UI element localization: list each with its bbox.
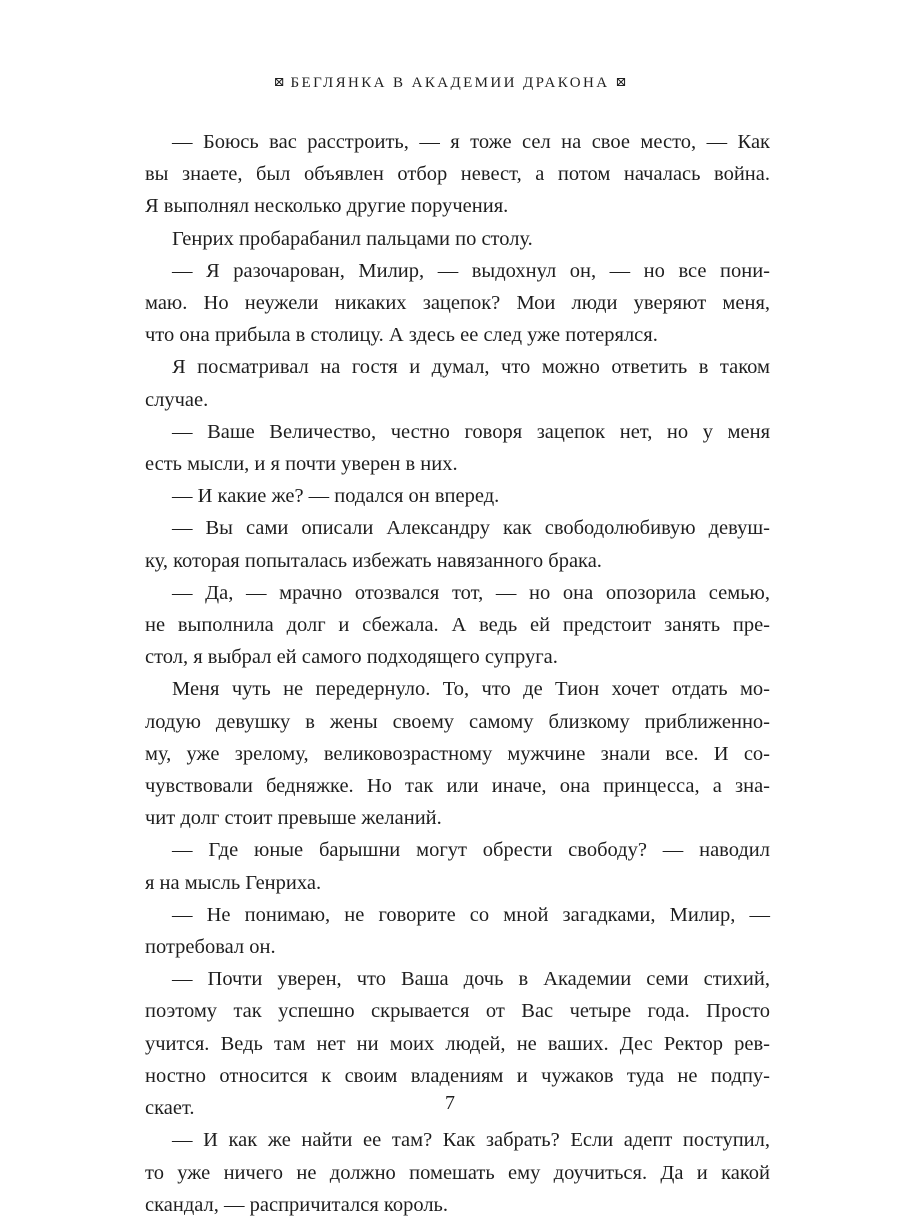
text-line: случае.	[145, 388, 209, 411]
page-number: 7	[445, 1092, 455, 1114]
text-line: — Вы сами описали Александру как свободолюбивую девуш-	[172, 517, 770, 540]
text-line: Я выполнял несколько другие поручения.	[145, 195, 509, 218]
text-line: поэтому так успешно скрывается от Вас четыре года. Просто	[145, 1000, 770, 1023]
text-line: — Боюсь вас расстроить, — я тоже сел на свое место, — Как	[172, 131, 770, 153]
text-line: вы знаете, был объявлен отбор невест, а потом началась война.	[145, 163, 770, 186]
text-line: я на мысль Генриха.	[145, 871, 322, 894]
text-line: — Почти уверен, что Ваша дочь в Академии семи стихий,	[172, 968, 770, 991]
text-line: скандал, — распричитался король.	[145, 1193, 449, 1216]
text-line: — Ваше Величество, честно говоря зацепок нет, но у меня	[172, 420, 770, 443]
ornament-right-icon: ⊠	[615, 74, 627, 89]
text-line: — И как же найти ее там? Как забрать? Если адепт поступил,	[172, 1129, 770, 1152]
book-title: БЕГЛЯНКА В АКАДЕМИИ ДРАКОНА	[290, 75, 610, 91]
text-line: скает.	[145, 1097, 195, 1120]
text-line: — Где юные барышни могут обрести свободу? — наводил	[172, 839, 770, 862]
text-line: маю. Но неужели никаких зацепок? Мои люди уверяют меня,	[145, 292, 770, 315]
text-line: есть мысли, и я почти уверен в них.	[145, 453, 458, 476]
body-text	[145, 126, 770, 1221]
text-line: учится. Ведь там нет ни моих людей, не ваших. Дес Ректор рев-	[145, 1032, 770, 1055]
text-line: стол, я выбрал ей самого подходящего супруга.	[145, 646, 558, 669]
text-line: чувствовали бедняжке. Но так или иначе, она принцесса, а зна-	[145, 775, 770, 798]
running-header	[0, 74, 900, 92]
text-line: — И какие же? — подался он вперед.	[172, 485, 500, 508]
text-line: — Да, — мрачно отозвался тот, — но она опозорила семью,	[172, 581, 770, 604]
text-line: чит долг стоит превыше желаний.	[145, 807, 442, 830]
text-line: то уже ничего не должно помешать ему доучиться. Да и какой	[145, 1161, 770, 1184]
text-line: ностно относится к своим владениям и чужаков туда не подпу-	[145, 1064, 770, 1087]
text-line: — Я разочарован, Милир, — выдохнул он, — но все пони-	[172, 259, 770, 282]
text-line: Генрих пробарабанил пальцами по столу.	[172, 227, 533, 250]
text-line: — Не понимаю, не говорите со мной загадками, Милир, —	[172, 903, 770, 926]
text-line: что она прибыла в столицу. А здесь ее след уже потерялся.	[145, 324, 658, 347]
text-line: ку, которая попыталась избежать навязанного брака.	[145, 549, 602, 572]
text-line: потребовал он.	[145, 936, 276, 959]
text-line: Я посматривал на гостя и думал, что можно ответить в таком	[172, 356, 770, 379]
text-line: лодую девушку в жены своему самому близкому приближенно-	[145, 710, 770, 733]
text-line: Меня чуть не передернуло. То, что де Тион хочет отдать мо-	[172, 678, 770, 701]
text-line: му, уже зрелому, великовозрастному мужчине знали все. И со-	[145, 742, 770, 765]
text-line: не выполнила долг и сбежала. А ведь ей предстоит занять пре-	[145, 614, 770, 637]
ornament-left-icon: ⊠	[273, 74, 285, 89]
